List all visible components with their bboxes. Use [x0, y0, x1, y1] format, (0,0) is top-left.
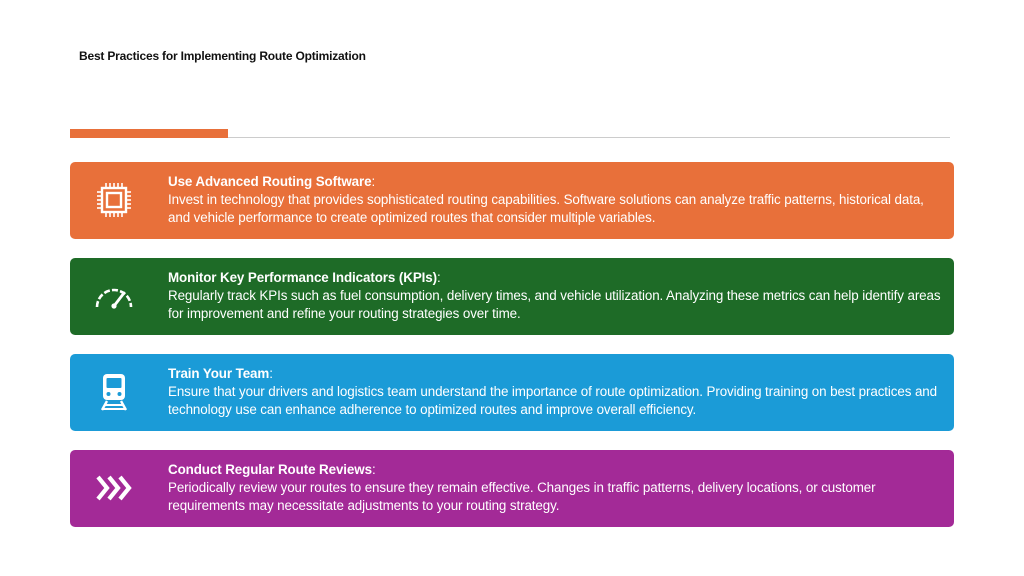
card-colon: :: [436, 270, 441, 285]
card-body: Regularly track KPIs such as fuel consumption, delivery times, and vehicle utilization. Analyzing these metrics can help identify areas for improvement and refine your routing strategies over time.: [168, 288, 941, 321]
card-heading: Monitor Key Performance Indicators (KPIs): [168, 270, 437, 285]
chevrons-right-icon: [92, 468, 136, 508]
card-monitor-kpis: [70, 258, 954, 335]
train-icon: [92, 372, 136, 412]
card-heading: Use Advanced Routing Software: [168, 174, 372, 189]
card-text: [168, 173, 944, 227]
card-text: [168, 269, 944, 323]
card-body: Ensure that your drivers and logistics team understand the importance of route optimization. Providing training on best practices and technology use can enhance adherence to optimized routes and improve overall efficiency.: [168, 384, 937, 417]
cpu-chip-icon: [92, 180, 136, 220]
card-colon: :: [269, 366, 273, 381]
card-train-team: [70, 354, 954, 431]
card-heading: Train Your Team: [168, 366, 270, 381]
card-colon: :: [371, 462, 376, 477]
divider-accent: [70, 129, 228, 138]
card-routing-software: [70, 162, 954, 239]
card-text: [168, 461, 944, 515]
card-body: Invest in technology that provides sophisticated routing capabilities. Software solutions can analyze traffic patterns, historical data, and vehicle performance to create optimized routes that consider multiple variables.: [168, 192, 924, 225]
card-colon: :: [371, 174, 376, 189]
card-heading: Conduct Regular Route Reviews: [168, 462, 372, 477]
card-route-reviews: [70, 450, 954, 527]
slide-title: Best Practices for Implementing Route Optimization: [79, 49, 366, 63]
card-body: Periodically review your routes to ensure they remain effective. Changes in traffic patterns, delivery locations, or customer requirements may necessitate adjustments to your routing strategy.: [168, 480, 876, 513]
card-text: [168, 365, 944, 419]
speedometer-icon: [92, 276, 136, 316]
